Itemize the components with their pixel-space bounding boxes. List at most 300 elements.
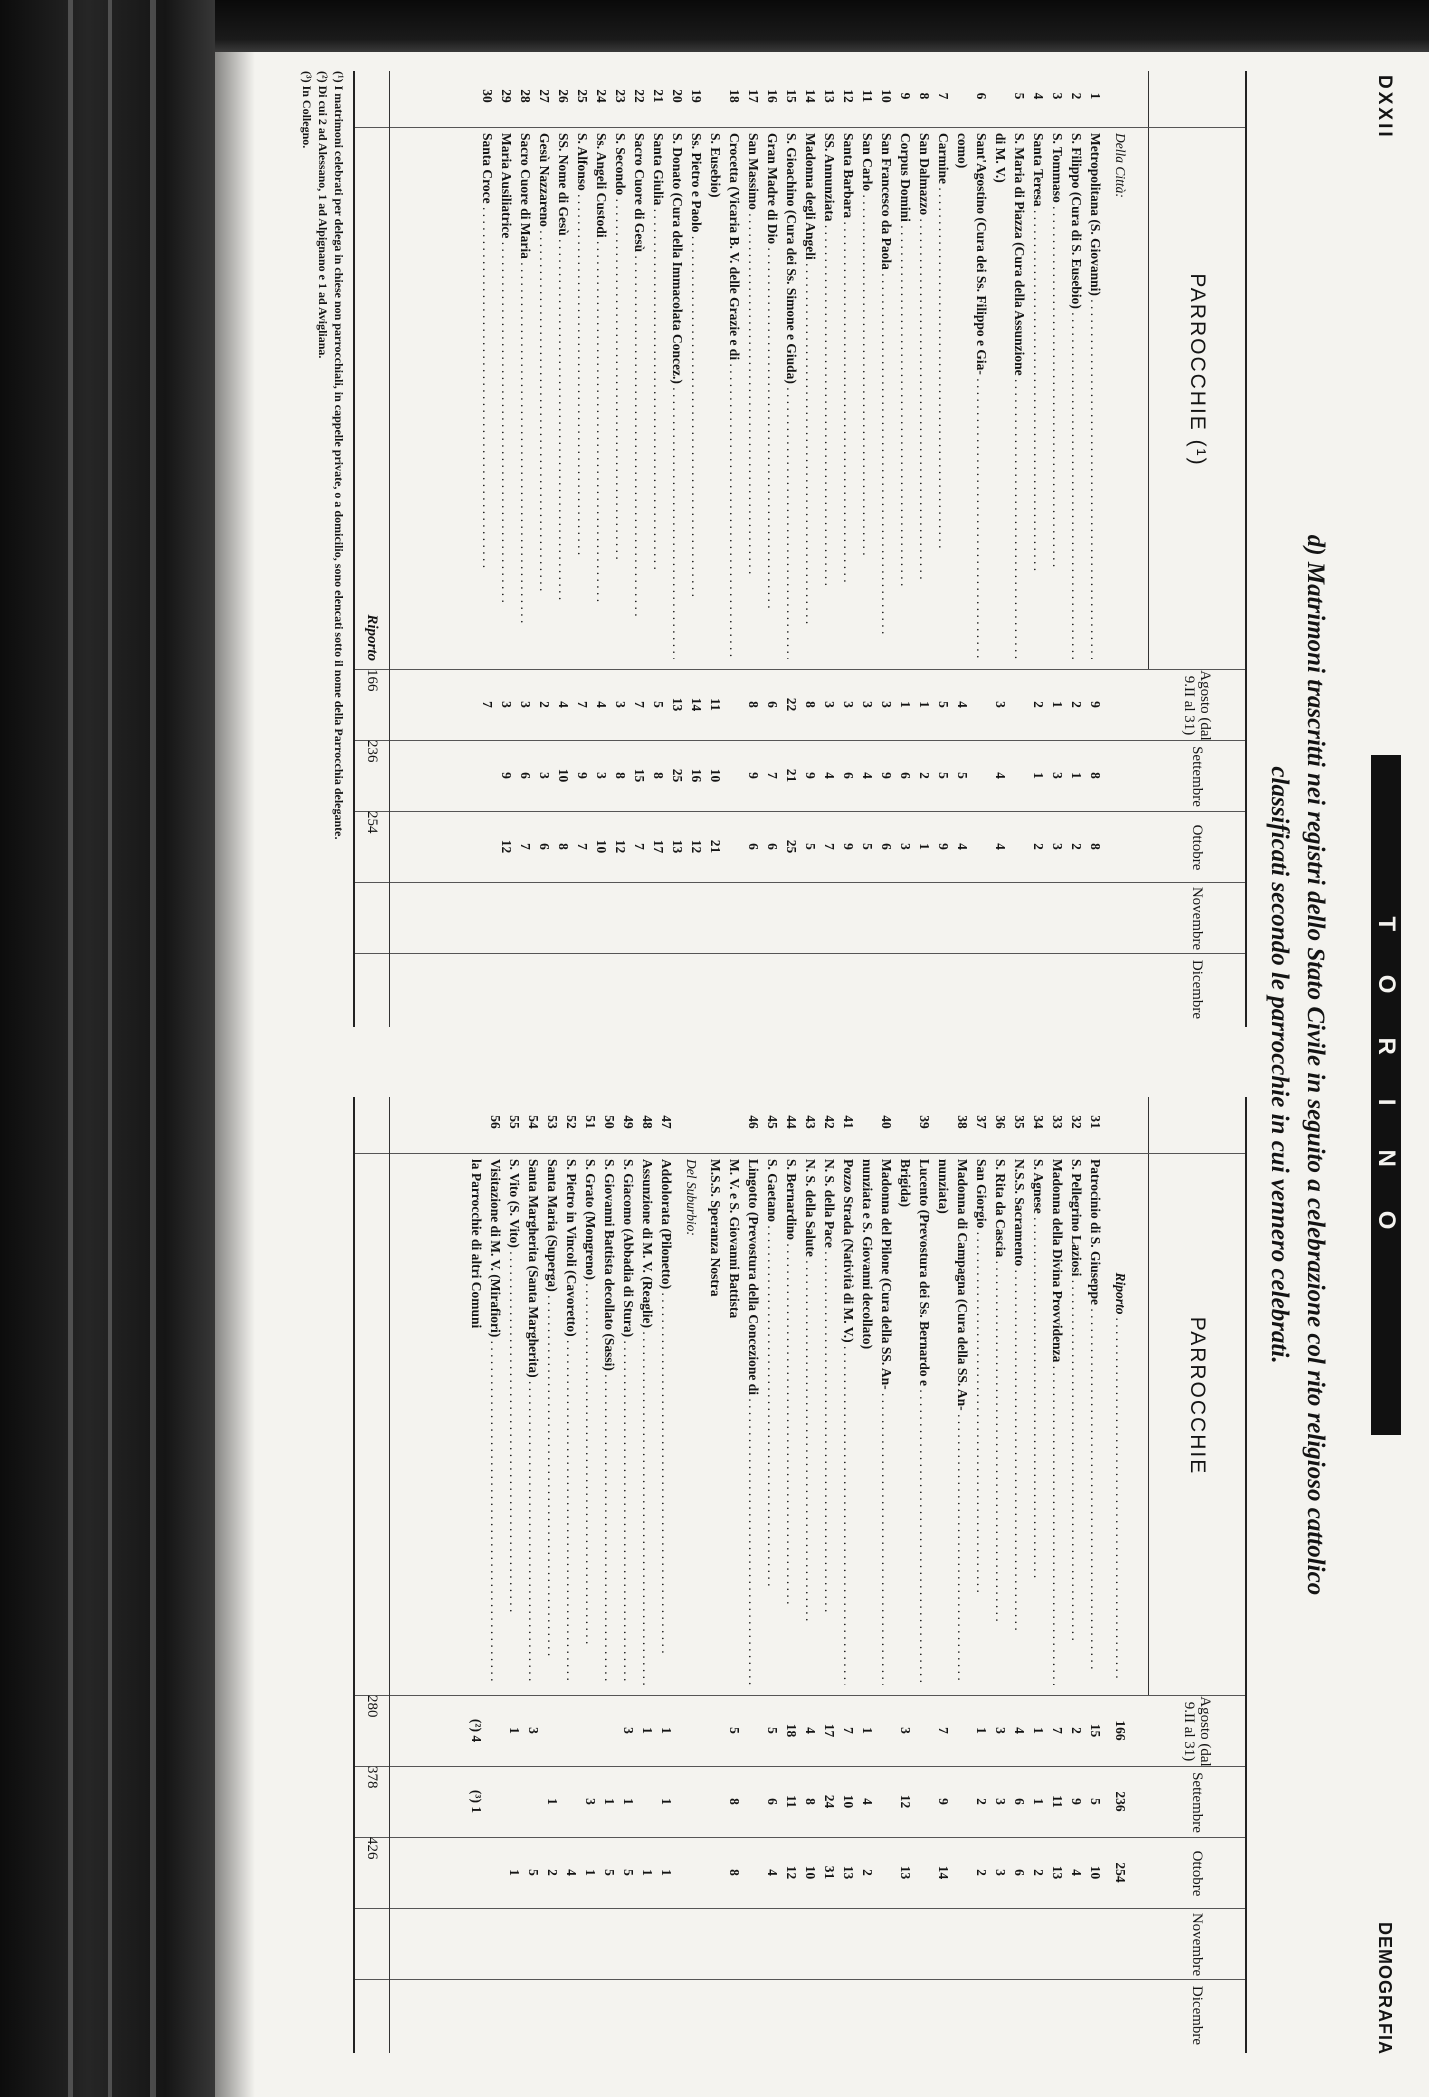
count-settembre: 9 xyxy=(936,1798,951,1805)
row-number: 37 xyxy=(974,1115,989,1129)
count-ottobre: 6 xyxy=(1012,1869,1027,1876)
count-settembre: 3 xyxy=(583,1798,598,1805)
count-ottobre: 2 xyxy=(1069,843,1084,850)
parish-name: San Giorgio . . . xyxy=(972,1159,991,1685)
parish-name: Sant'Agostino (Cura dei Ss. Filippo e Gia- . . . xyxy=(972,133,991,659)
row-number: 33 xyxy=(1050,1115,1065,1129)
row-number: 36 xyxy=(993,1115,1008,1129)
parish-name: S. Grato (Mongreno) . . . xyxy=(581,1159,600,1685)
count-ottobre: 7 xyxy=(575,843,590,850)
carry-forward-label: Riporto . . . xyxy=(1105,1159,1135,1679)
row-number: 47 xyxy=(659,1115,674,1129)
count-agosto: 9 xyxy=(1088,701,1103,708)
parish-name: S. Rita da Cascia . . . xyxy=(991,1159,1010,1685)
count-agosto: 5 xyxy=(727,1727,742,1734)
month-header-dicembre: Dicembre xyxy=(1149,1979,1245,2051)
parish-name: Santa Teresa . . . xyxy=(1029,133,1048,659)
count-ottobre: 6 xyxy=(879,843,894,850)
count-ottobre: 6 xyxy=(746,843,761,850)
count-agosto: 4 xyxy=(594,701,609,708)
parish-name: Crocetta (Vicaria B. V. delle Grazie e di . . . xyxy=(725,133,744,659)
count-ottobre: 2 xyxy=(860,1869,875,1876)
count-settembre: 3 xyxy=(594,772,609,779)
table-row xyxy=(744,1097,763,2053)
table-row xyxy=(953,71,972,1027)
count-settembre: 5 xyxy=(936,772,951,779)
parish-name: S. Giacomo (Abbadia di Stura) . . . xyxy=(619,1159,638,1685)
row-number: 8 xyxy=(917,92,932,100)
count-settembre: 8 xyxy=(1088,772,1103,779)
count-ottobre: 1 xyxy=(917,843,932,850)
table-row xyxy=(1029,71,1048,1027)
parish-name: San Massimo . . . xyxy=(744,133,763,659)
table-row xyxy=(877,1097,896,2053)
count-ottobre: 4 xyxy=(765,1869,780,1876)
table-row xyxy=(649,71,668,1027)
table-row xyxy=(573,71,592,1027)
count-settembre: 25 xyxy=(670,768,685,783)
count-agosto: 4 xyxy=(556,701,571,708)
table-row xyxy=(1086,71,1105,1027)
month-header-ottobre: Ottobre xyxy=(1149,811,1245,883)
right-table xyxy=(353,1097,1247,2053)
count-settembre: 11 xyxy=(1050,1795,1065,1808)
count-settembre: 4 xyxy=(860,1798,875,1805)
table-row xyxy=(1010,1097,1029,2053)
count-agosto: 3 xyxy=(993,1727,1008,1734)
count-agosto: 7 xyxy=(480,701,495,708)
count-settembre: 9 xyxy=(803,772,818,779)
row-number: 45 xyxy=(765,1115,780,1129)
count-agosto: 2 xyxy=(1031,701,1046,708)
parish-name: Sacro Cuore di Maria . . . xyxy=(516,133,535,659)
count-agosto: 1 xyxy=(860,1727,875,1734)
count-settembre: 6 xyxy=(765,1798,780,1805)
table-row xyxy=(820,1097,839,2053)
total-settembre: 378 xyxy=(364,1766,380,1789)
scan-dark-top xyxy=(215,0,1429,56)
table-row xyxy=(638,1097,657,2053)
count-ottobre: 5 xyxy=(602,1869,617,1876)
count-ottobre: 1 xyxy=(507,1869,522,1876)
count-agosto: 3 xyxy=(860,701,875,708)
row-number: 54 xyxy=(526,1115,541,1129)
table-row xyxy=(991,1097,1010,2053)
count-agosto: 1 xyxy=(1031,1727,1046,1734)
parish-name: S. Alfonso . . . xyxy=(573,133,592,659)
table-row xyxy=(839,71,858,1027)
parish-name: Santa Margherita (Santa Margherita) . . . xyxy=(524,1159,543,1685)
row-number: 53 xyxy=(545,1115,560,1129)
count-settembre: 9 xyxy=(499,772,514,779)
parish-name: S. Bernardino . . . xyxy=(782,1159,801,1685)
right-table-total-row xyxy=(355,1097,390,2053)
parish-name: Metropolitana (S. Giovanni) . . . xyxy=(1086,133,1105,659)
section-label xyxy=(676,1097,706,2053)
count-ottobre: 9 xyxy=(936,843,951,850)
count-agosto: 3 xyxy=(621,1727,636,1734)
parish-name: S. Pellegrino Laziosi . . . xyxy=(1067,1159,1086,1685)
row-number: 34 xyxy=(1031,1115,1046,1129)
count-settembre: 9 xyxy=(575,772,590,779)
row-number: 22 xyxy=(632,89,647,103)
footnote-3: (³) In Collegno. xyxy=(300,71,314,149)
count-ottobre: 12 xyxy=(689,839,704,854)
count-ottobre: 5 xyxy=(860,843,875,850)
parish-name: Sacro Cuore di Gesù . . . xyxy=(630,133,649,659)
count-ottobre: 12 xyxy=(784,1865,799,1880)
section-title: Della Città: xyxy=(1113,133,1128,198)
row-number: 11 xyxy=(860,89,875,103)
table-row xyxy=(657,1097,676,2053)
count-settembre: 6 xyxy=(518,772,533,779)
count-agosto: 15 xyxy=(1088,1723,1103,1738)
left-table-body xyxy=(478,71,1135,1027)
count-agosto: 5 xyxy=(651,701,666,708)
table-row xyxy=(896,71,915,1027)
parish-name: Corpus Domini . . . xyxy=(896,133,915,659)
parish-name: Gran Madre di Dio . . . xyxy=(763,133,782,659)
running-head-section: DEMOGRAFIA xyxy=(1375,1922,1395,2055)
parish-name: Addolorata (Pilonetto) . . . xyxy=(657,1159,676,1685)
row-number: 21 xyxy=(651,89,666,103)
parish-name: N. S. della Salute . . . xyxy=(801,1159,820,1685)
count-settembre: 6 xyxy=(841,772,856,779)
count-agosto: (²) 4 xyxy=(469,1718,484,1743)
count-ottobre: 2 xyxy=(974,1869,989,1876)
row-number: 15 xyxy=(784,89,799,103)
row-number: 39 xyxy=(917,1115,932,1129)
parish-name: Pozzo Strada (Natività di M. V.) . . . xyxy=(839,1159,858,1685)
parish-name: la Parrocchie di altri Comuni xyxy=(469,1159,484,1329)
count-settembre: 10 xyxy=(841,1794,856,1809)
count-settembre: 3 xyxy=(1050,772,1065,779)
scan-binding-stripe xyxy=(68,0,73,2097)
row-number: 5 xyxy=(1012,92,1027,100)
count-agosto: 1 xyxy=(917,701,932,708)
table-row xyxy=(581,1097,600,2053)
table-row xyxy=(782,71,801,1027)
parish-name: S. Agnese . . . xyxy=(1029,1159,1048,1685)
count-settembre: 11 xyxy=(784,1795,799,1808)
parish-column-header: PARROCCHIE xyxy=(1148,1097,1245,1695)
row-number: 17 xyxy=(746,89,761,103)
row-number: 35 xyxy=(1012,1115,1027,1129)
table-row xyxy=(801,71,820,1027)
table-row xyxy=(1010,71,1029,1027)
parish-name: como) xyxy=(955,133,970,169)
count-settembre: 12 xyxy=(898,1794,913,1809)
count-ottobre: 17 xyxy=(651,839,666,854)
table-row xyxy=(668,71,687,1027)
count-agosto: 13 xyxy=(670,697,685,712)
parish-name: Brigida) xyxy=(898,1159,913,1208)
parish-name: SS. Annunziata . . . xyxy=(820,133,839,659)
parish-name: Carmine . . . xyxy=(934,133,953,659)
footnote-1: (¹) I matrimoni celebrati per delega in chiese non parrocchiali, in cappelle private, o a domicilio, sono elencati sotto il nome della Parrocchia delegante. xyxy=(332,71,346,840)
carry-settembre: 236 xyxy=(1113,1791,1128,1812)
row-number: 50 xyxy=(602,1115,617,1129)
count-ottobre: 5 xyxy=(803,843,818,850)
count-settembre: 1 xyxy=(621,1798,636,1805)
count-ottobre: 12 xyxy=(613,839,628,854)
count-agosto: 18 xyxy=(784,1723,799,1738)
table-row xyxy=(497,71,516,1027)
row-number: 44 xyxy=(784,1115,799,1129)
count-ottobre: 10 xyxy=(594,839,609,854)
count-settembre: 2 xyxy=(917,772,932,779)
parish-name: San Carlo . . . xyxy=(858,133,877,659)
count-ottobre: 13 xyxy=(1050,1865,1065,1880)
count-ottobre: 6 xyxy=(537,843,552,850)
row-number: 13 xyxy=(822,89,837,103)
table-row xyxy=(858,1097,877,2053)
row-number: 26 xyxy=(556,89,571,103)
count-ottobre: 7 xyxy=(632,843,647,850)
count-settembre: 10 xyxy=(556,768,571,783)
count-ottobre: 1 xyxy=(640,1869,655,1876)
count-ottobre: 7 xyxy=(822,843,837,850)
total-agosto: 166 xyxy=(364,669,380,692)
row-number: 30 xyxy=(480,89,495,103)
table-subtitle: classificati secondo le parrocchie in cui vennero celebrati. xyxy=(1266,766,1293,1364)
row-number: 24 xyxy=(594,89,609,103)
parish-name: Assunzione di M. V. (Reaglie) . . . xyxy=(638,1159,657,1685)
count-agosto: 1 xyxy=(659,1727,674,1734)
count-settembre: 15 xyxy=(632,768,647,783)
parish-name: M.S.S. Speranza Nostra xyxy=(708,1159,723,1297)
count-agosto: 1 xyxy=(898,701,913,708)
table-row xyxy=(839,1097,858,2053)
count-agosto: 8 xyxy=(803,701,818,708)
month-header-settembre: Settembre xyxy=(1149,740,1245,812)
row-number: 16 xyxy=(765,89,780,103)
table-row xyxy=(820,71,839,1027)
table-row xyxy=(877,71,896,1027)
table-row xyxy=(972,71,991,1027)
count-settembre: 8 xyxy=(803,1798,818,1805)
table-row xyxy=(782,1097,801,2053)
parish-name: Santa Barbara . . . xyxy=(839,133,858,659)
table-row xyxy=(991,71,1010,1027)
parish-name: Patrocinio di S. Giuseppe . . . xyxy=(1086,1159,1105,1685)
parish-name: Madonna del Pilone (Cura della SS. An- . . . xyxy=(877,1159,896,1685)
rotated-page xyxy=(265,65,1400,2065)
table-row xyxy=(630,71,649,1027)
row-number: 2 xyxy=(1069,92,1084,100)
table-row xyxy=(934,71,953,1027)
count-ottobre: 25 xyxy=(784,839,799,854)
parish-name: S. Giovanni Battista decollato (Sassi) . . . xyxy=(600,1159,619,1685)
table-row xyxy=(486,1097,505,2053)
month-header-ottobre: Ottobre xyxy=(1149,1837,1245,1909)
table-title: d) Matrimoni trascritti nei registri dello Stato Civile in seguito a celebrazione col rito religioso cattolico xyxy=(1302,534,1329,1596)
row-number: 25 xyxy=(575,89,590,103)
row-number: 40 xyxy=(879,1115,894,1129)
parish-name: Santa Croce . . . xyxy=(478,133,497,659)
count-settembre: (³) 1 xyxy=(469,1789,484,1814)
total-ottobre: 426 xyxy=(364,1837,380,1860)
row-number: 23 xyxy=(613,89,628,103)
parish-name: di M. V.) xyxy=(993,133,1008,183)
table-row xyxy=(744,71,763,1027)
table-row xyxy=(934,1097,953,2053)
count-settembre: 4 xyxy=(860,772,875,779)
count-ottobre: 21 xyxy=(708,839,723,854)
count-ottobre: 2 xyxy=(1031,1869,1046,1876)
count-ottobre: 31 xyxy=(822,1865,837,1880)
count-ottobre: 7 xyxy=(518,843,533,850)
count-ottobre: 4 xyxy=(993,843,1008,850)
count-agosto: 1 xyxy=(507,1727,522,1734)
count-ottobre: 8 xyxy=(1088,843,1103,850)
row-number: 41 xyxy=(841,1115,856,1129)
parish-name: M. V. e S. Giovanni Battista xyxy=(727,1159,742,1319)
table-row xyxy=(1067,71,1086,1027)
count-ottobre: 2 xyxy=(1031,843,1046,850)
count-ottobre: 9 xyxy=(841,843,856,850)
table-row xyxy=(1048,71,1067,1027)
parish-name: S. Donato (Cura della Immacolata Concez.) . . . xyxy=(668,133,687,659)
table-row xyxy=(611,71,630,1027)
count-ottobre: 4 xyxy=(1069,1869,1084,1876)
count-agosto: 1 xyxy=(1050,701,1065,708)
count-ottobre: 1 xyxy=(659,1869,674,1876)
count-ottobre: 13 xyxy=(670,839,685,854)
count-ottobre: 3 xyxy=(898,843,913,850)
table-row xyxy=(915,1097,934,2053)
count-ottobre: 2 xyxy=(545,1869,560,1876)
count-ottobre: 6 xyxy=(765,843,780,850)
table-row xyxy=(801,1097,820,2053)
count-ottobre: 4 xyxy=(564,1869,579,1876)
parish-name: S. Vito (S. Vito) . . . xyxy=(505,1159,524,1685)
row-number: 20 xyxy=(670,89,685,103)
parish-name: S. Filippo (Cura di S. Eusebio) . . . xyxy=(1067,133,1086,659)
parish-name: S. Secondo . . . xyxy=(611,133,630,659)
scan-binding-stripe xyxy=(108,0,112,2097)
count-agosto: 6 xyxy=(765,701,780,708)
month-header-dicembre: Dicembre xyxy=(1149,953,1245,1025)
count-ottobre: 5 xyxy=(621,1869,636,1876)
count-settembre: 8 xyxy=(727,1798,742,1805)
row-number: 42 xyxy=(822,1115,837,1129)
parish-name: nunziata e S. Giovanni decollato) xyxy=(860,1159,875,1350)
table-row xyxy=(524,1097,543,2053)
total-ottobre: 254 xyxy=(364,811,380,834)
scan-binding-stripe xyxy=(150,0,156,2097)
parish-name: nunziata) xyxy=(936,1159,951,1214)
count-agosto: 4 xyxy=(955,701,970,708)
parish-name: S. Maria di Piazza (Cura della Assunzione . . . xyxy=(1010,133,1029,659)
row-number: 55 xyxy=(507,1115,522,1129)
count-settembre: 1 xyxy=(1031,772,1046,779)
parish-name: Ss. Pietro e Paolo . . . xyxy=(687,133,706,659)
table-row xyxy=(687,71,706,1027)
page-gutter-shadow xyxy=(215,52,255,2097)
count-agosto: 2 xyxy=(1069,1727,1084,1734)
footnote-2: (²) Di cui 2 ad Alessano, 1 ad Alpignano e 1 ad Avigliana. xyxy=(316,71,330,359)
count-settembre: 6 xyxy=(1012,1798,1027,1805)
count-agosto: 7 xyxy=(575,701,590,708)
count-agosto: 7 xyxy=(841,1727,856,1734)
count-settembre: 5 xyxy=(955,772,970,779)
table-row xyxy=(763,71,782,1027)
count-settembre: 7 xyxy=(765,772,780,779)
parish-name: Maria Ausiliatrice . . . xyxy=(497,133,516,659)
table-row xyxy=(706,1097,725,2053)
count-settembre: 24 xyxy=(822,1794,837,1809)
total-agosto: 280 xyxy=(364,1695,380,1718)
table-row xyxy=(1067,1097,1086,2053)
row-number: 9 xyxy=(898,92,913,100)
count-ottobre: 10 xyxy=(803,1865,818,1880)
parish-name: Madonna di Campagna (Cura della SS. An- . . . xyxy=(953,1159,972,1685)
count-agosto: 22 xyxy=(784,697,799,712)
parish-name: Santa Giulia . . . xyxy=(649,133,668,659)
table-row xyxy=(725,1097,744,2053)
section-label xyxy=(1105,71,1135,1027)
count-settembre: 1 xyxy=(1031,1798,1046,1805)
table-row xyxy=(467,1097,486,2053)
count-agosto: 3 xyxy=(993,701,1008,708)
page-number: DXXII xyxy=(1374,75,1395,140)
parish-name: Visitazione di M. V. (Mirafiori) . . . xyxy=(486,1159,505,1685)
count-agosto: 2 xyxy=(1069,701,1084,708)
count-settembre: 16 xyxy=(689,768,704,783)
parish-name: Lucento (Prevostura dei Ss. Bernardo e . . . xyxy=(915,1159,934,1685)
count-ottobre: 4 xyxy=(955,843,970,850)
count-agosto: 1 xyxy=(974,1727,989,1734)
total-label: Riporto xyxy=(364,614,380,661)
count-settembre: 2 xyxy=(974,1798,989,1805)
parish-name: Ss. Angeli Custodi . . . xyxy=(592,133,611,659)
parish-name: San Francesco da Paola . . . xyxy=(877,133,896,659)
count-settembre: 6 xyxy=(898,772,913,779)
count-settembre: 4 xyxy=(993,772,1008,779)
count-ottobre: 12 xyxy=(499,839,514,854)
row-number: 28 xyxy=(518,89,533,103)
count-settembre: 8 xyxy=(651,772,666,779)
count-agosto: 3 xyxy=(879,701,894,708)
count-settembre: 21 xyxy=(784,768,799,783)
row-number: 12 xyxy=(841,89,856,103)
row-number: 6 xyxy=(974,92,989,100)
carry-forward-row xyxy=(1105,1097,1135,2053)
count-agosto: 17 xyxy=(822,1723,837,1738)
parish-name: S. Eusebio) xyxy=(708,133,723,198)
count-agosto: 7 xyxy=(1050,1727,1065,1734)
month-header-agosto: Agosto (dal 9.II al 31) xyxy=(1149,669,1245,741)
count-settembre: 1 xyxy=(602,1798,617,1805)
count-agosto: 5 xyxy=(936,701,951,708)
table-row xyxy=(915,71,934,1027)
table-row xyxy=(896,1097,915,2053)
count-ottobre: 3 xyxy=(1050,843,1065,850)
table-row xyxy=(763,1097,782,2053)
count-settembre: 10 xyxy=(708,768,723,783)
row-number: 32 xyxy=(1069,1115,1084,1129)
table-row xyxy=(535,71,554,1027)
count-settembre: 3 xyxy=(993,1798,1008,1805)
parish-name: N.S.S. Sacramento . . . xyxy=(1010,1159,1029,1685)
table-row xyxy=(543,1097,562,2053)
count-settembre: 3 xyxy=(537,772,552,779)
count-settembre: 1 xyxy=(545,1798,560,1805)
count-agosto: 3 xyxy=(822,701,837,708)
count-ottobre: 13 xyxy=(841,1865,856,1880)
table-row xyxy=(706,71,725,1027)
